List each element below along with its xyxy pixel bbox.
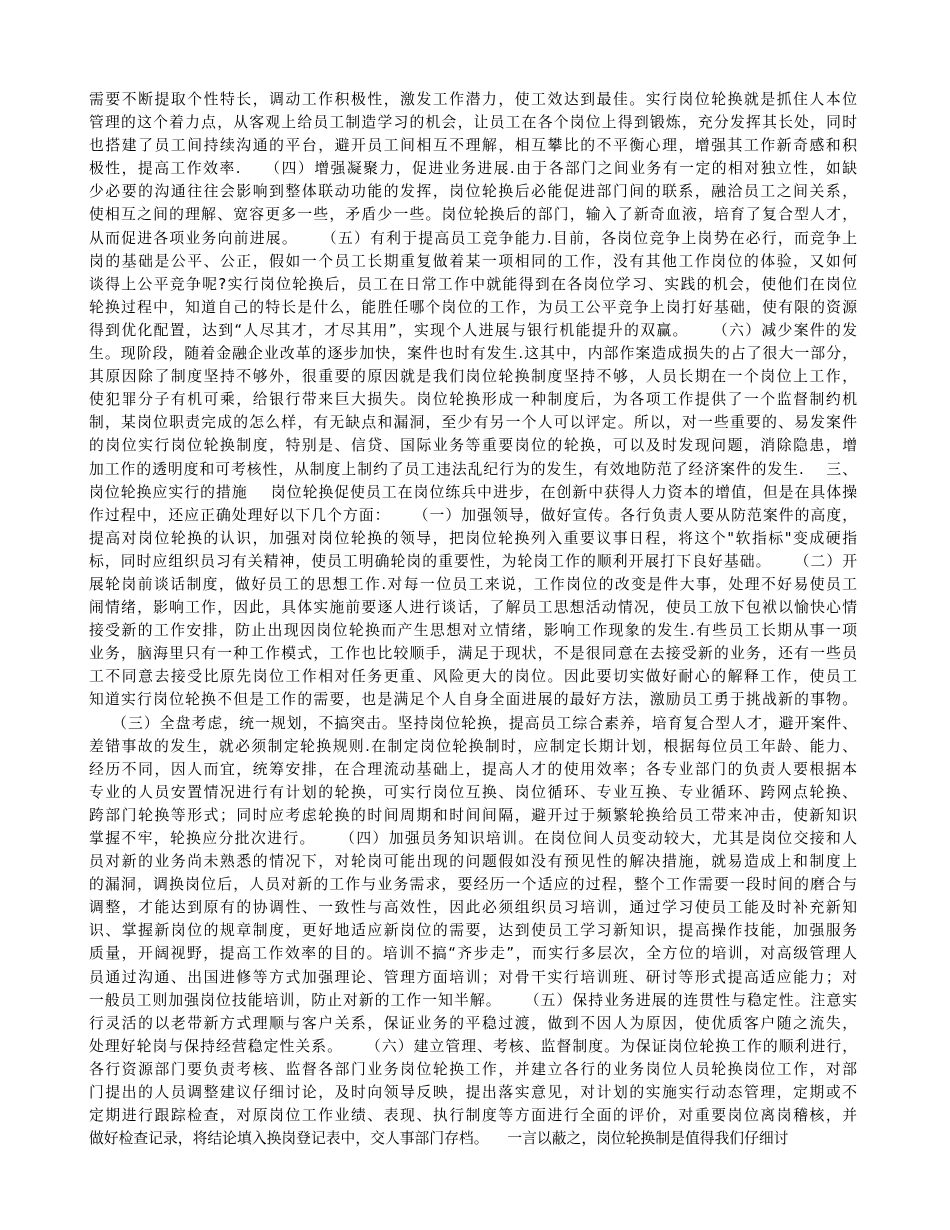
text-line-20: 提高对岗位轮换的认识，加强对岗位轮换的领导，把岗位轮换列入重要议事日程，将这个"软指标"变成硬指 [89,529,857,547]
document-body [89,88,857,1150]
text-line-14: 使犯罪分子有机可乘，给银行带来巨大损失。岗位轮换形成一种制度后，为各项工作提供了一个监督制约机 [89,391,857,409]
text-line-27: 知道实行岗位轮换不但是工作的需要，也是满足个人自身全面进展的最好方法，激励员工勇于挑战新的事物。 [89,691,857,709]
text-line-38: 质量，开阔视野，提高工作效率的目的。培训不搞“齐步走”，而实行多层次，全方位的培训，对高级管理人 [89,945,857,963]
text-line-4: 极性，提高工作效率. （四）增强凝聚力，促进业务进展.由于各部门之间业务有一定的相对独立性，如缺 [89,160,857,178]
text-line-32: 跨部门轮换等形式；同时应考虑轮换的时间周期和时间间隔，避开过于频繁轮换给员工带来冲击，使新知识 [89,806,857,824]
text-line-31: 专业的人员安置情况进行有计划的轮换，可实行岗位互换、岗位循环、专业互换、专业循环、跨网点轮换、 [89,783,857,801]
text-line-44: 门提出的人员调整建议仔细讨论，及时向领导反映，提出落实意见，对计划的实施实行动态管理，定期或不 [89,1084,857,1102]
text-line-1: 需要不断提取个性特长，调动工作积极性，激发工作潜力，使工效达到最佳。实行岗位轮换就是抓住人本位 [89,91,857,108]
text-line-46: 做好检查记录，将结论填入换岗登记表中，交人事部门存档。 一言以蔽之，岗位轮换制是值得我们仔细讨 [89,1130,789,1148]
text-line-34: 员对新的业务尚未熟悉的情况下，对轮岗可能出现的问题假如没有预见性的解决措施，就易造成上和制度上 [89,853,857,871]
text-line-41: 行灵活的以老带新方式理顺与客户关系，保证业务的平稳过渡，做到不因人为原因，使优质客户随之流失， [89,1014,857,1032]
text-line-17: 加工作的透明度和可考核性，从制度上制约了员工违法乱纪行为的发生，有效地防范了经济案件的发生. 三、 [89,460,857,478]
text-line-37: 识、掌握新岗位的规章制度，更好地适应新岗位的需要，达到使员工学习新知识，提高操作技能，加强服务 [89,922,857,940]
text-line-5: 少必要的沟通往往会影响到整体联动功能的发挥，岗位轮换后必能促进部门间的联系，融洽员工之间关系， [89,183,857,201]
text-line-12: 生。现阶段，随着金融企业改革的逐步加快，案件也时有发生.这其中，内部作案造成损失的占了很大一部分， [89,345,857,363]
text-line-6: 使相互之间的理解、宽容更多一些，矛盾少一些。岗位轮换后的部门，输入了新奇血液，培育了复合型人才， [89,206,857,224]
text-line-22: 展轮岗前谈话制度，做好员工的思想工作.对每一位员工来说，工作岗位的改变是件大事，处理不好易使员工 [89,575,857,593]
text-line-9: 谈得上公平竞争呢?实行岗位轮换后，员工在日常工作中就能得到在各岗位学习、实践的机会，使他们在岗位 [89,275,857,293]
text-line-42: 处理好轮岗与保持经营稳定性关系。 （六）建立管理、考核、监督制度。为保证岗位轮换工作的顺利进行， [89,1037,857,1055]
text-line-40: 一般员工则加强岗位技能培训，防止对新的工作一知半解。 （五）保持业务进展的连贯性与稳定性。注意实 [89,991,857,1009]
text-line-39: 员通过沟通、出国进修等方式加强理论、管理方面培训；对骨干实行培训班、研讨等形式提高适应能力；对 [89,968,857,986]
text-line-24: 接受新的工作安排，防止出现因岗位轮换而产生思想对立情绪，影响工作现象的发生.有些员工长期从事一项 [89,622,857,640]
text-line-33: 掌握不牢，轮换应分批次进行。 （四）加强员务知识培训。在岗位间人员变动较大，尤其是岗位交接和人 [89,830,857,847]
text-line-18: 岗位轮换应实行的措施 岗位轮换促使员工在岗位练兵中进步，在创新中获得人力资本的增值，但是在具体操 [89,483,857,501]
text-line-30: 经历不同，因人而宜，统筹安排，在合理流动基础上，提高人才的使用效率；各专业部门的负责人要根据本 [89,760,857,778]
text-line-43: 各行资源部门要负责考核、监督各部门业务岗位轮换工作，并建立各行的业务岗位人员轮换岗位工作，对部 [89,1060,857,1078]
text-line-16: 的岗位实行岗位轮换制度，特别是、信贷、国际业务等重要岗位的轮换，可以及时发现问题，消除隐患，增 [89,437,857,455]
text-line-19: 作过程中，还应正确处理好以下几个方面： （一）加强领导，做好宣传。各行负责人要从防范案件的高度， [89,506,857,524]
text-line-7: 从而促进各项业务向前进展。 （五）有利于提高员工竞争能力.目前，各岗位竞争上岗势在必行，而竞争上 [89,229,857,247]
text-line-25: 业务，脑海里只有一种工作模式，工作也比较顺手，满足于现状，不是很同意在去接受新的业务，还有一些员 [89,645,857,663]
text-line-13: 其原因除了制度坚持不够外，很重要的原因就是我们岗位轮换制度坚持不够，人员长期在一个岗位上工作， [89,368,857,386]
text-line-29: 差错事故的发生，就必须制定轮换规则.在制定岗位轮换制时，应制定长期计划，根据每位员工年龄、能力、 [89,737,857,755]
text-line-36: 调整，才能达到原有的协调性、一致性与高效性，因此必须组织员习培训，通过学习使员工能及时补充新知 [89,899,857,917]
text-line-45: 定期进行跟踪检查，对原岗位工作业绩、表现、执行制度等方面进行全面的评价，对重要岗位离岗稽核，并 [89,1107,857,1125]
text-line-26: 工不同意去接受比原先岗位工作相对任务更重、风险更大的岗位。因此要切实做好耐心的解释工作，使员工 [89,668,857,686]
text-line-8: 岗的基础是公平、公正，假如一个员工长期重复做着某一项相同的工作，没有其他工作岗位的体验，又如何 [89,252,857,270]
text-line-2: 管理的这个着力点，从客观上给员工制造学习的机会，让员工在各个岗位上得到锻炼，充分发挥其长处，同时 [89,114,857,132]
text-line-28: （三）全盘考虑，统一规划，不搞突击。坚持岗位轮换，提高员工综合素养，培育复合型人才，避开案件、 [89,714,857,732]
text-line-23: 闹情绪，影响工作，因此，具体实施前要逐人进行谈话，了解员工思想活动情况，使员工放下包袱以愉快心情 [89,599,857,617]
text-line-15: 制，某岗位职责完成的怎么样，有无缺点和漏洞，至少有另一个人可以评定。所以，对一些重要的、易发案件 [89,414,857,432]
text-line-11: 得到优化配置，达到“人尽其才，才尽其用”，实现个人进展与银行机能提升的双赢。 （六）减少案件的发 [89,321,857,339]
text-line-35: 的漏洞，调换岗位后，人员对新的工作与业务需求，要经历一个适应的过程，整个工作需要一段时间的磨合与 [89,876,857,894]
text-line-21: 标，同时应组织员习有关精神，使员工明确轮岗的重要性，为轮岗工作的顺利开展打下良好基础。 （二）开 [89,552,857,570]
text-line-10: 轮换过程中，知道自己的特长是什么，能胜任哪个岗位的工作，为员工公平竞争上岗打好基础，使有限的资源 [89,298,857,316]
text-line-3: 也搭建了员工间持续沟通的平台，避开员工间相互不理解，相互攀比的不平衡心理，增强其工作新奇感和积 [89,137,857,155]
